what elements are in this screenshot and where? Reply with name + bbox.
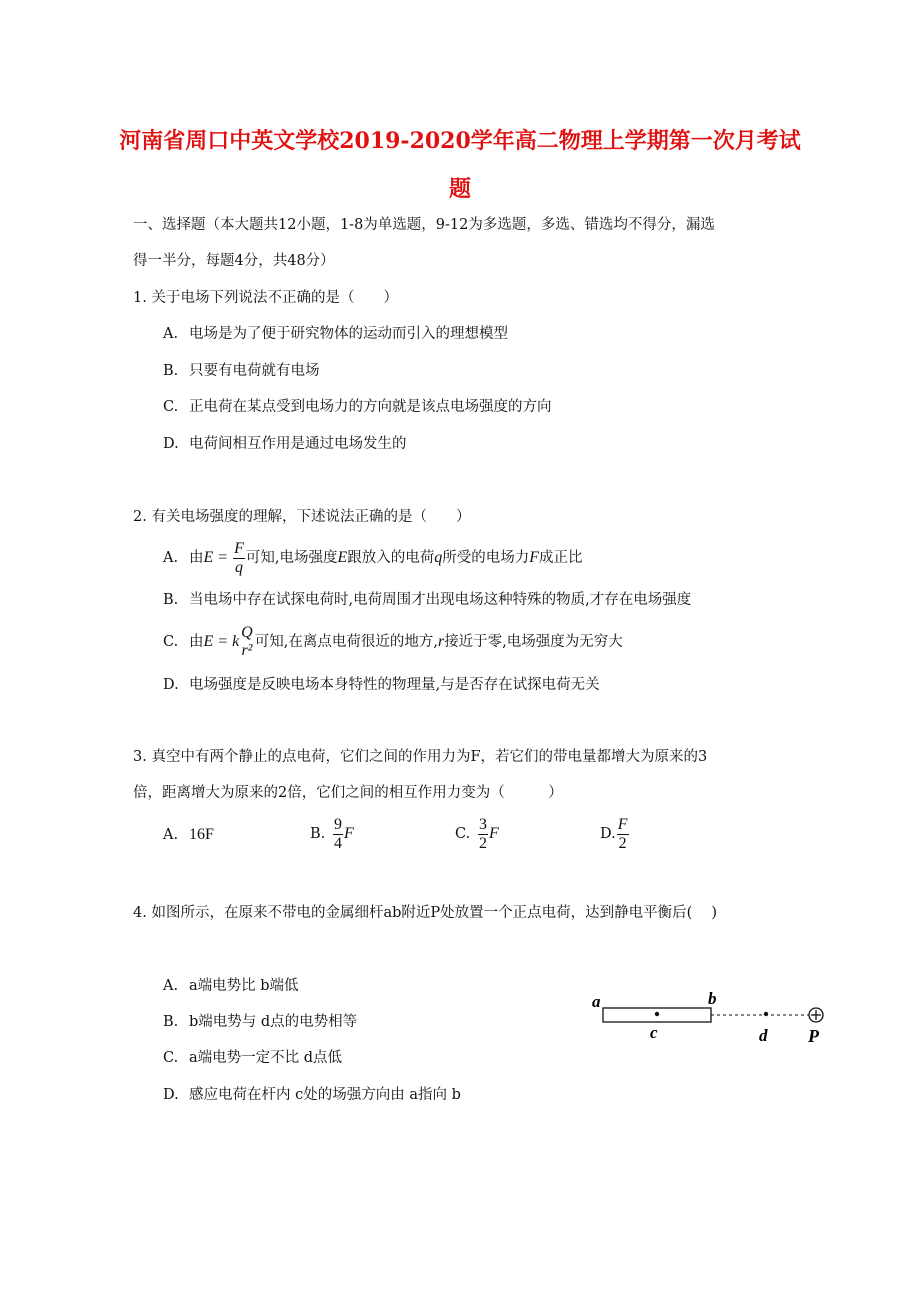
denominator: q	[234, 558, 243, 576]
option-label: D.	[163, 677, 179, 693]
option-label: D.	[163, 436, 179, 452]
denominator: 2	[479, 834, 487, 852]
text: 接近于零,电场强度为无穷大	[444, 634, 623, 650]
option-text: 当电场中存在试探电荷时,电荷周围才出现电场这种特殊的物质,才存在电场强度	[189, 592, 692, 608]
fraction	[478, 816, 488, 853]
q3-option-c	[455, 814, 499, 854]
fraction	[240, 624, 254, 660]
option-text: 电场强度是反映电场本身特性的物理量,与是否存在试探电荷无关	[189, 677, 600, 693]
q3-option-a	[163, 825, 214, 845]
q1-option-c	[163, 397, 552, 417]
q1-option-b	[163, 361, 320, 381]
option-label: A.	[163, 326, 179, 342]
label-p: P	[808, 1026, 819, 1046]
numerator: 3	[479, 815, 487, 833]
option-text: a端电势一定不比 d点低	[189, 1050, 343, 1066]
rod-charge-diagram	[580, 980, 840, 1050]
numerator: Q	[241, 624, 253, 641]
q4-option-a	[163, 976, 299, 996]
option-text: 只要有电荷就有电场	[189, 363, 320, 379]
denominator: 2	[618, 834, 627, 852]
q2-option-a	[163, 538, 583, 578]
label-d: d	[759, 1026, 768, 1045]
label-c: c	[650, 1023, 658, 1042]
option-label: C.	[163, 1050, 179, 1066]
option-value: 16F	[189, 826, 214, 843]
option-label: A.	[163, 550, 179, 566]
option-label: D.	[600, 826, 616, 842]
section-heading: 一、选择题（本大题共12小题，1-8为单选题，9-12为多选题，多选、错选均不得分，漏选	[133, 217, 715, 233]
option-label: A.	[163, 978, 179, 994]
var: q	[434, 549, 443, 566]
formula-lhs: E =	[203, 549, 233, 566]
numerator: F	[617, 815, 628, 833]
var: F	[344, 825, 354, 842]
question-2-stem: 2. 有关电场强度的理解，下述说法正确的是（ ）	[133, 509, 471, 525]
option-text: 电场是为了便于研究物体的运动而引入的理想模型	[189, 326, 508, 342]
option-label: B.	[163, 363, 179, 379]
option-label: B.	[163, 1014, 179, 1030]
option-label: C.	[163, 399, 179, 415]
text: 由	[189, 634, 204, 650]
q2-option-c	[163, 622, 623, 662]
q4-option-d	[163, 1085, 461, 1105]
q2-option-d	[163, 675, 600, 695]
option-label: A.	[163, 827, 179, 843]
q4-option-b	[163, 1012, 357, 1032]
option-label: C.	[455, 826, 471, 842]
q3-option-b	[310, 814, 354, 854]
q2-option-b	[163, 590, 691, 610]
option-text: 感应电荷在杆内 c处的场强方向由 a指向 b	[189, 1087, 461, 1103]
text: 由	[189, 550, 204, 566]
point-d	[764, 1012, 768, 1016]
fraction	[333, 816, 343, 853]
option-text: a端电势比 b端低	[189, 978, 299, 994]
var: F	[529, 549, 540, 566]
q1-option-a	[163, 324, 508, 344]
denominator: 4	[334, 834, 342, 852]
option-label: B.	[163, 592, 179, 608]
label-b: b	[708, 989, 717, 1008]
question-1-stem: 1. 关于电场下列说法不正确的是（ ）	[133, 290, 398, 306]
q3-option-d	[600, 814, 630, 854]
fraction	[617, 816, 629, 853]
option-text: b端电势与 d点的电势相等	[189, 1014, 358, 1030]
q1-option-d	[163, 434, 407, 454]
var: E	[337, 549, 348, 566]
text: 可知,电场强度	[245, 550, 338, 566]
question-3-stem: 3. 真空中有两个静止的点电荷，它们之间的作用力为F，若它们的带电量都增大为原来的3	[133, 749, 708, 765]
option-text: 电荷间相互作用是通过电场发生的	[189, 436, 407, 452]
positive-charge-icon	[809, 1008, 823, 1022]
option-text: 正电荷在某点受到电场力的方向就是该点电场强度的方向	[189, 399, 552, 415]
section-heading-cont: 得一半分，每题4分，共48分）	[133, 253, 335, 269]
text: 成正比	[539, 550, 583, 566]
question-3-stem-cont: 倍，距离增大为原来的2倍，它们之间的相互作用力变为（ ）	[133, 785, 563, 801]
numerator: 9	[334, 815, 342, 833]
text: 所受的电场力	[442, 550, 530, 566]
q4-option-c	[163, 1048, 342, 1068]
option-label: D.	[163, 1087, 179, 1103]
point-c	[655, 1012, 659, 1016]
denominator: r²	[241, 642, 253, 659]
text: 跟放入的电荷	[347, 550, 435, 566]
var: r	[437, 633, 445, 650]
document-title-cont: 题	[448, 176, 471, 202]
fraction	[233, 540, 245, 577]
document-title: 河南省周口中英文学校2019-2020学年高二物理上学期第一次月考试	[119, 128, 801, 154]
var: F	[489, 825, 499, 842]
option-label: B.	[310, 826, 326, 842]
question-4-stem: 4. 如图所示，在原来不带电的金属细杆ab附近P处放置一个正点电荷，达到静电平衡后( )	[133, 905, 718, 921]
option-label: C.	[163, 634, 179, 650]
formula-lhs: E = k	[203, 633, 240, 650]
numerator: F	[234, 539, 244, 557]
text: 可知,在离点电荷很近的地方,	[254, 634, 438, 650]
label-a: a	[592, 992, 601, 1011]
